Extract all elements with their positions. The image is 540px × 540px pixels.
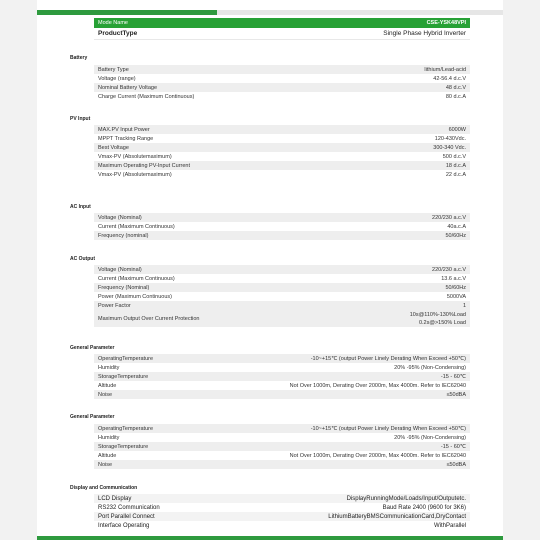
spec-value-line: 0.2s@>150% Load [418,319,466,326]
spec-value: 13.6 a.c.V [441,275,466,282]
spec-value: 40a.c.A [447,223,466,230]
table-row [94,265,470,274]
spec-label: Noise [98,391,113,398]
spec-value: LithiumBatteryBMSCommunicationCard,DryContact [328,513,466,520]
spec-value: 500 d.c.V [442,153,466,160]
spec-label: OperatingTemperature [98,355,154,362]
spec-label: Voltage (range) [98,75,136,82]
spec-label: StorageTemperature [98,443,149,450]
spec-value: 50/60Hz [445,284,466,291]
spec-label: StorageTemperature [98,373,149,380]
spec-label: Current (Maximum Continuous) [98,223,175,230]
spec-label: MAX.PV Input Power [98,126,150,133]
spec-value: 220/230 a.c.V [432,266,466,273]
table-row [94,134,470,143]
spec-label: Interface Operating [98,522,150,529]
display-communication-table [94,494,470,530]
spec-label: Charge Current (Maximum Continuous) [98,93,195,100]
spec-label: Current (Maximum Continuous) [98,275,175,282]
spec-label: Frequency (Nominal) [98,284,150,291]
ac-input-table [94,213,470,240]
spec-value: WithParallel [433,522,466,529]
spec-label: Frequency (nominal) [98,232,149,239]
spec-label: Noise [98,461,113,468]
spec-label: Port Parallel Connect [98,513,155,520]
spec-value: 300-340 Vdc. [433,144,466,151]
table-row [94,125,470,134]
spec-label: Best Voltage [98,144,129,151]
product-type-row [94,29,470,40]
spec-value: -15 - 60℃ [440,373,466,380]
spec-value: -10~+15℃ (output Power Linely Derating When Exceed +50℃) [310,425,466,432]
spec-value: 6000W [448,126,466,133]
spec-label: Nominal Battery Voltage [98,84,158,91]
table-row [94,354,470,363]
table-row [94,451,470,460]
table-row [94,74,470,83]
spec-label: Humidity [98,434,120,441]
table-row [94,161,470,170]
table-row [94,65,470,74]
table-row [94,283,470,292]
section-title-pv-input: PV Input [70,116,91,122]
table-row [94,231,470,240]
table-row [94,521,470,530]
spec-value: 50/60Hz [445,232,466,239]
table-row [94,92,470,101]
section-title-ac-output: AC Output [70,256,95,262]
spec-label: Maximum Operating PV-Input Current [98,162,191,169]
spec-label: Voltage (Nominal) [98,266,142,273]
spec-value-line: 10s@110%-130%Load [409,311,466,318]
general-parameter-table [94,354,470,399]
spec-label: Voltage (Nominal) [98,214,142,221]
spec-value: 1 [462,302,466,309]
spec-label: Vmax-PV (Absolutemaximum) [98,171,172,178]
table-row [94,390,470,399]
spec-value: lithium/Lead-acid [424,66,466,73]
spec-value: 5000VA [446,293,466,300]
table-row [94,494,470,503]
spec-value [410,311,466,327]
spec-label: MPPT Tracking Range [98,135,154,142]
table-row [94,363,470,372]
spec-value: 20% -95% (Non-Condensing) [394,434,466,441]
section-title-general-parameter: General Parameter [70,414,115,420]
spec-value: DisplayRunningMode/Loads/Input/Outputetc. [346,495,466,502]
table-row [94,274,470,283]
section-title-display-communication: Display and Communication [70,485,138,491]
table-row [94,442,470,451]
spec-value: -15 - 60℃ [440,443,466,450]
section-title-general-parameter: General Parameter [70,345,115,351]
spec-value: ≤50dBA [446,391,466,398]
spec-label: Battery Type [98,66,129,73]
spec-value: 220/230 a.c.V [432,214,466,221]
spec-label: OperatingTemperature [98,425,154,432]
spec-label: RS232 Communication [98,504,160,511]
spec-sheet [37,0,503,540]
table-row [94,213,470,222]
spec-value: 48 d.c.V [445,84,466,91]
model-name-value: CSE-YSK48VPI [426,19,466,26]
product-type-value: Single Phase Hybrid Inverter [383,30,466,37]
spec-label: Altitude [98,452,117,459]
table-row [94,222,470,231]
top-accent-green [37,10,217,15]
spec-label: Humidity [98,364,120,371]
table-row [94,381,470,390]
table-row [94,512,470,521]
spec-value: ≤50dBA [446,461,466,468]
model-name-row [94,18,470,28]
product-type-label: ProductType [98,30,138,37]
top-accent-bar [37,10,503,15]
spec-value: 18 d.c.A [445,162,466,169]
table-row [94,310,470,327]
table-row [94,372,470,381]
spec-label: Power (Maximum Continuous) [98,293,172,300]
table-row [94,152,470,161]
table-row [94,170,470,179]
spec-value: 22 d.c.A [445,171,466,178]
table-row [94,83,470,92]
table-row [94,460,470,469]
spec-value: 80 d.c.A [445,93,466,100]
ac-output-table [94,265,470,327]
spec-label: Altitude [98,382,117,389]
spec-value: -10~+15℃ (output Power Linely Derating When Exceed +50℃) [310,355,466,362]
table-row [94,301,470,310]
model-name-label: Mode Name [98,19,128,26]
spec-value: 42-56.4 d.c.V [433,75,466,82]
spec-label: Power Factor [98,302,131,309]
spec-value: Not Over 1000m, Derating Over 2000m, Max 4000m. Refer to IEC62040 [289,452,466,459]
pv-input-table [94,125,470,179]
table-row [94,433,470,442]
spec-label: Vmax-PV (Absolutemaximum) [98,153,172,160]
section-title-ac-input: AC Input [70,204,91,210]
spec-value: Baud Rate 2400 (9600 for 3K6) [382,504,466,511]
spec-value: 20% -95% (Non-Condensing) [394,364,466,371]
spec-value: Not Over 1000m, Derating Over 2000m, Max 4000m. Refer to IEC62040 [289,382,466,389]
table-row [94,424,470,433]
spec-value: 120-430Vdc. [434,135,466,142]
battery-table [94,65,470,101]
spec-label: LCD Display [98,495,132,502]
table-row [94,143,470,152]
bottom-accent-bar [37,536,503,540]
section-title-battery: Battery [70,55,88,61]
general-parameter-table [94,424,470,469]
spec-label: Maximum Output Over Current Protection [98,315,200,322]
table-row [94,503,470,512]
table-row [94,292,470,301]
